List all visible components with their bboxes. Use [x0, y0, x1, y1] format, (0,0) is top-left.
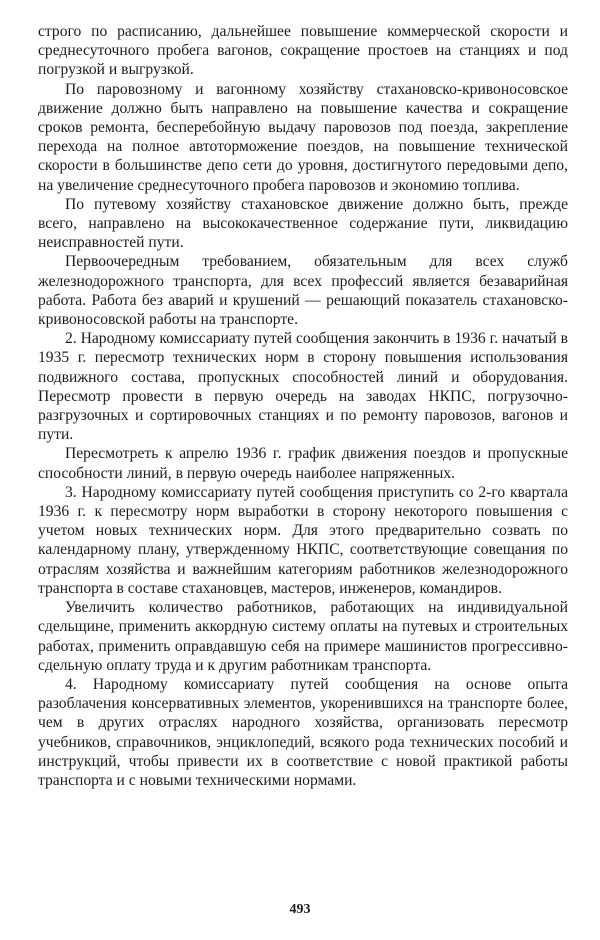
paragraph-item-2: 2. Народному комиссариату путей сообщения закончить в 1936 г. начатый в 1935 г. пересмотр технических норм в сторону повышения использования подвижного состава, пропускных способностей линий и оборудования. Пересмотр провести в первую очередь на заводах НКПС, погрузочно-разгрузочных и сортировочных станциях и по ремонту паровозов, вагонов и пути. — [38, 330, 568, 444]
paragraph-continuation: строго по расписанию, дальнейшее повышение коммерческой скорости и среднесуточного пробега вагонов, сокращение простоев на станциях и под погрузкой и выгрузкой. — [38, 23, 568, 79]
paragraph-locomotive-economy: По паровозному и вагонному хозяйству стахановско-кривоносовское движение должно быть направлено на повышение качества и сокращение сроков ремонта, бесперебойную выдачу паровозов под поезда, закрепление перехода на полное автоторможение поездов, на повышение технической скорости в большинстве депо сети до уровня, достигнутого передовыми депо, на увеличение среднесуточного пробега паровозов и экономию топлива. — [38, 80, 568, 194]
paragraph-item-3: 3. Народному комиссариату путей сообщения приступить со 2-го квартала 1936 г. к пересмотру норм выработки в сторону некоторого повышения с учетом новых технических норм. Для этого предварительно созвать по календарному плану, утвержденному НКПС, соответствующие совещания по отраслям хозяйства и важнейшим категориям работников железнодорожного транспорта в составе стахановцев, мастеров, инженеров, командиров. — [38, 483, 568, 597]
page-number: 493 — [289, 902, 311, 917]
paragraph-accident-free: Первоочередным требованием, обязательным для всех служб железнодорожного транспорта, для всех профессий является безаварийная работа. Работа без аварий и крушений — решающий показатель стахановско-кривоносовской работы на транспорте. — [38, 253, 568, 329]
paragraph-piecework: Увеличить количество работников, работающих на индивидуальной сдельщине, применить аккордную систему оплаты на путевых и строительных работах, применить оправдавшую себя на примере машинистов прогрессивно-сдельную оплату труда и к другим работникам транспорта. — [38, 599, 568, 674]
paragraph-schedule-revision: Пересмотреть к апрелю 1936 г. график движения поездов и пропускные способности линий, в первую очередь наиболее напряженных. — [38, 445, 568, 482]
paragraph-item-4: 4. Народному комиссариату путей сообщения на основе опыта разоблачения консервативных элементов, укоренившихся на транспорте более, чем в других отраслях народного хозяйства, организовать пересмотр учебников, справочников, энциклопедий, всякого рода технических пособий и инструкций, чтобы привести их в соответствие с новой практикой работы транспорта и с новыми техническими нормами. — [38, 675, 568, 789]
paragraph-track-economy: По путевому хозяйству стахановское движение должно быть, прежде всего, направлено на высококачественное содержание пути, ликвидацию неисправностей пути. — [38, 195, 568, 252]
document-page — [38, 22, 568, 922]
